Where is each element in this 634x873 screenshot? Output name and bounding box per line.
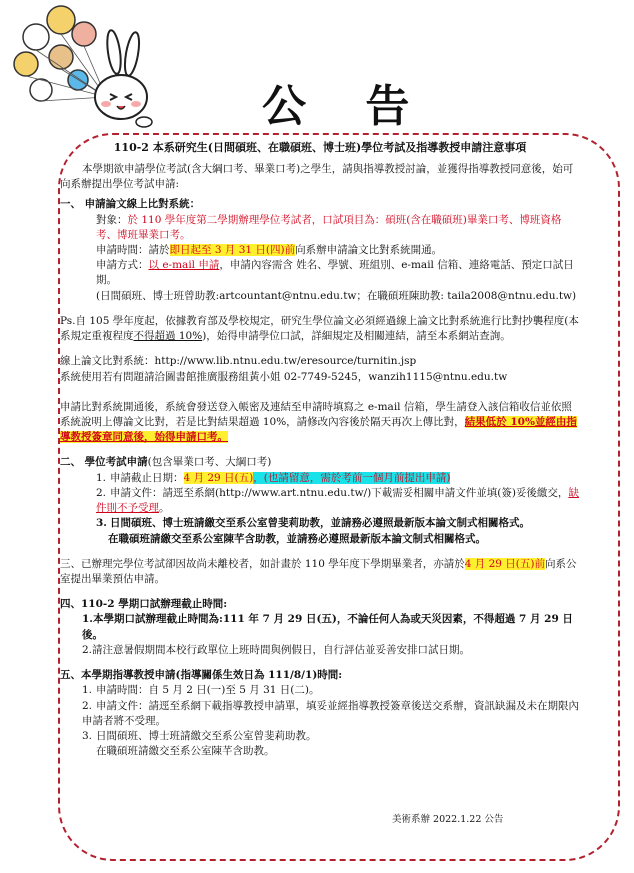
section-2-item-3-sub: 在職碩班請繳交至系公室陳芊含助教，並請務必遵照最新版本論文制式相關格式。 <box>108 532 486 545</box>
email-apply-link[interactable]: 以 e-mail 申請 <box>148 259 220 272</box>
section-1-method: 申請方式：以 e-mail 申請，申請內容需含 姓名、學號、班組別、e-mail 信箱、連絡電話、預定口試日期。 <box>96 259 574 287</box>
cartoon-illustration <box>6 2 156 132</box>
section-1-title: 一、 申請論文線上比對系統： <box>60 198 201 211</box>
section-4-item-1: 1.本學期口試辦理截止時間為:111 年 7 月 29 日(五)，不論任何人為或天災因素，不得超過 7 月 29 日後。 <box>82 613 573 641</box>
footer-signature: 美術系辦 2022.1.22 公告 <box>392 814 504 825</box>
section-1-contacts: (日間碩班、博士班曾助教:artcountant@ntnu.edu.tw；在職碩班陳助教: taila2008@ntnu.edu.tw) <box>96 289 577 302</box>
section-5-title: 五、本學期指導教授申請(指導關係生效日為 111/8/1)時間: <box>60 669 343 682</box>
section-1-target: 對象：於 110 學年度第二學期辦理學位考試者，口試項目為：碩班(含在職碩班)畢業口考、博班資格考、博班畢業口考。 <box>96 213 562 241</box>
page-title: 公 告 <box>262 81 432 132</box>
section-5-item-2: 2. 申請文件：請逕至系網下載指導教授申請單，填妥並經指導教授簽章後送交系辦，資訊缺漏及未在期限內申請者將不受理。 <box>82 699 579 727</box>
section-1-time: 申請時間：請於即日起至 3 月 31 日(四)前向系辦申請論文比對系統開通。 <box>96 244 443 257</box>
notice-body <box>60 140 580 759</box>
section-2-item-2: 2. 申請文件：請逕至系網(http://www.art.ntnu.edu.tw/)下載需妥相關申請文件並填(簽)妥後繳交，缺件則不予受理。 <box>96 486 579 515</box>
section-3: 三、已辦理完學位考試卻因故尚未離校者，如計畫於 110 學年度下學期畢業者，亦請於4 月 29 日(五)前向系公室提出畢業預估申請。 <box>60 557 577 585</box>
notice-subtitle: 110-2 本系研究生(日間碩班、在職碩班、博士班)學位考試及指導教授申請注意事項 <box>113 141 527 154</box>
ps-paragraph: Ps.自 105 學年度起，依據教育部及學校規定，研究生學位論文必須經過線上論文比對系統進行比對抄襲程度(本系規定重複程度不得超過 10%)，始得申請學位口試，詳細規定及相關連結，請至本系網站查詢。 <box>60 314 579 343</box>
result-highlight: 結果低於 10%並經由指導教授簽章同意後，始得申請口考。 <box>60 416 577 444</box>
section-2-item-1: 1. 申請截止日期：4 月 29 日(五)，(也請留意，需於考前一個月前提出申請) <box>96 471 451 484</box>
section-5-item-1: 1. 申請時間：自 5 月 2 日(一)至 5 月 31 日(二)。 <box>82 684 320 697</box>
section-4-title: 四、110-2 學期口試辦理截止時間: <box>60 598 228 611</box>
section-5-item-3-sub: 在職碩班請繳交至系公室陳芊含助教。 <box>96 745 275 758</box>
turnitin-link[interactable]: 線上論文比對系統：http://www.lib.ntnu.edu.tw/eresource/turnitin.jsp <box>60 355 417 368</box>
deadline-highlight: 即日起至 3 月 31 日(四)前 <box>169 244 296 257</box>
library-contact: 系統使用若有問題請洽圖書館推廣服務組黃小姐 02-7749-5245，wanzih1115@ntnu.edu.tw <box>60 370 508 383</box>
section-2-title: 二、 學位考試申請(包含畢業口考、大綱口考) <box>60 456 272 469</box>
section-4-item-2: 2.請注意暑假期間本校行政單位上班時間與例假日，自行評估並妥善安排口試日期。 <box>82 643 471 656</box>
section-5-item-3: 3. 日間碩班、博士班請繳交至系公室曾斐莉助教。 <box>82 729 317 742</box>
section-2-item-3: 3. 日間碩班、博士班請繳交至系公室曾斐莉助教，並請務必遵照最新版本論文制式相關格式。 <box>96 517 530 530</box>
after-open-paragraph: 申請比對系統開通後，系統會發送登入帳密及連結至申請時填寫之 e-mail 信箱，學生請登入該信箱收信並依照系統說明上傳論文比對，若是比對結果超過 10%，請修改內容後於隔天再次上傳比對，結果低於 10%並經由指導教授簽章同意後，始得申請口考。 <box>60 400 577 444</box>
intro-paragraph: 本學期欲申請學位考試(含大綱口考、畢業口考)之學生，請與指導教授討論，並獲得指導教授同意後，始可向系辦提出學位考試申請: <box>60 162 574 191</box>
